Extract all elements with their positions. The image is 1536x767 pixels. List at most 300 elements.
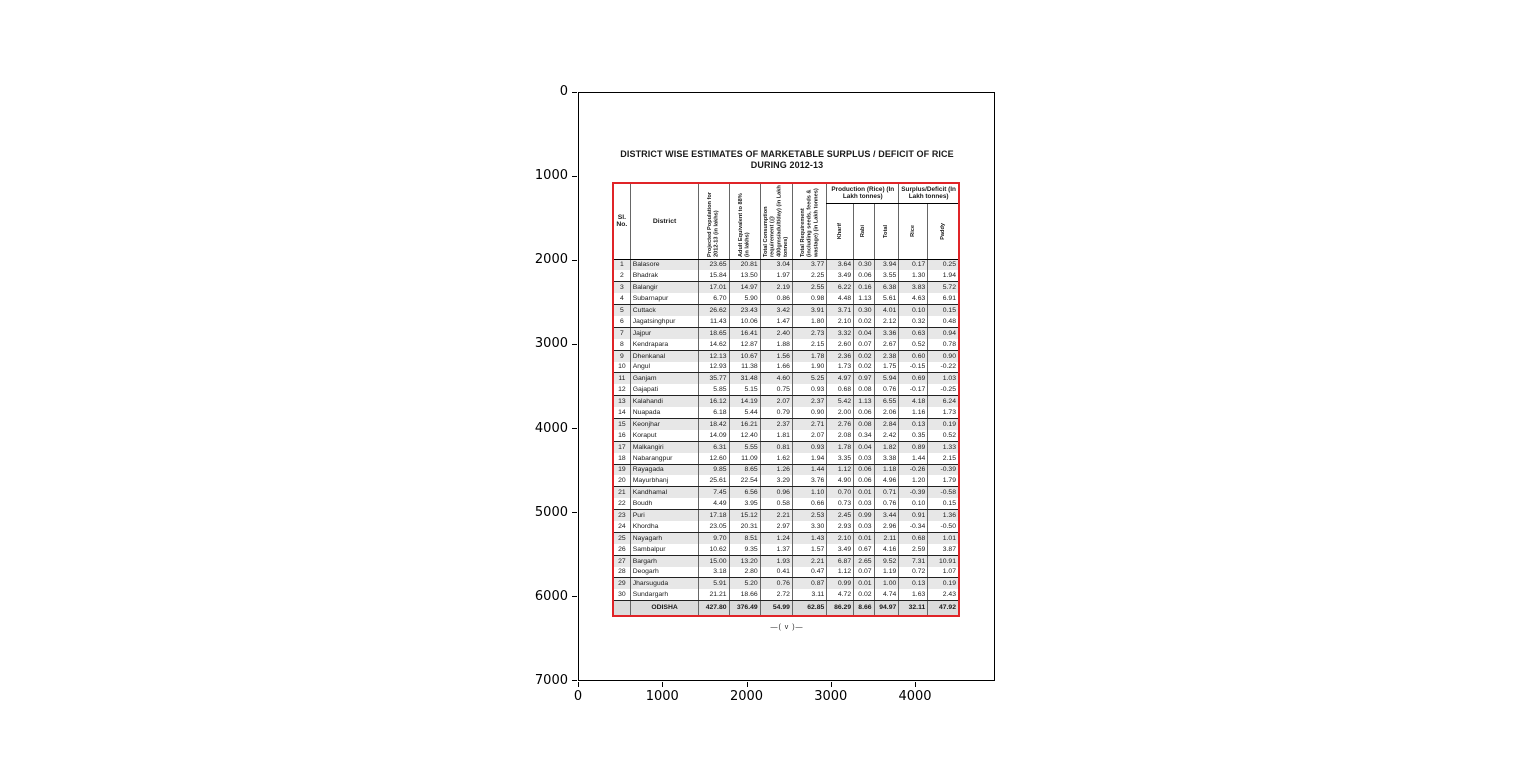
cell-value: 10.62 [699, 544, 729, 555]
cell-sl-no: 10 [613, 362, 630, 373]
cell-value: 427.80 [699, 601, 729, 616]
cell-value: 2.96 [874, 521, 899, 532]
cell-district: Khordha [630, 521, 699, 532]
cell-sl-no: 24 [613, 521, 630, 532]
cell-value: 2.71 [792, 418, 826, 429]
cell-value: 3.71 [827, 305, 854, 316]
y-tick-label: 7000 [534, 672, 568, 688]
cell-value: -0.50 [928, 521, 959, 532]
cell-value: 31.48 [729, 373, 760, 384]
y-tick-mark [572, 176, 577, 177]
cell-value: 6.38 [874, 282, 899, 293]
cell-sl-no: 3 [613, 282, 630, 293]
cell-value: 2.06 [874, 407, 899, 418]
cell-value: 3.83 [899, 282, 928, 293]
table-row [613, 453, 959, 464]
header-adult-equivalent: Adult Equivalent to 88% (in lakhs) [729, 183, 760, 259]
cell-value: 3.77 [792, 259, 826, 270]
cell-value: -0.25 [928, 384, 959, 395]
cell-value: 2.59 [899, 544, 928, 555]
table-row [613, 316, 959, 327]
cell-value: 0.78 [928, 339, 959, 350]
table-row [613, 498, 959, 509]
table-body [613, 259, 959, 616]
cell-value: 6.55 [874, 396, 899, 407]
cell-value: 1.07 [928, 567, 959, 578]
x-tick-mark [578, 682, 579, 687]
cell-value: 0.01 [854, 487, 874, 498]
cell-district: Kendrapara [630, 339, 699, 350]
y-tick-label: 2000 [534, 252, 568, 268]
cell-value: 9.52 [874, 555, 899, 566]
cell-value: 7.31 [899, 555, 928, 566]
header-rice: Rice [899, 203, 928, 259]
cell-sl-no: 22 [613, 498, 630, 509]
cell-value: 0.90 [928, 350, 959, 361]
cell-value: 35.77 [699, 373, 729, 384]
table-row [613, 567, 959, 578]
cell-value: 9.70 [699, 532, 729, 543]
cell-sl-no: 16 [613, 430, 630, 441]
cell-district: Kandhamal [630, 487, 699, 498]
cell-value: 15.84 [699, 270, 729, 281]
cell-sl-no: 25 [613, 532, 630, 543]
cell-value: 1.37 [760, 544, 792, 555]
table-row [613, 396, 959, 407]
cell-value: 2.37 [792, 396, 826, 407]
cell-value: 10.06 [729, 316, 760, 327]
cell-value: 4.01 [874, 305, 899, 316]
cell-value: 3.94 [874, 259, 899, 270]
cell-value: 94.97 [874, 601, 899, 616]
cell-district: Jharsuguda [630, 578, 699, 589]
cell-value: 0.69 [899, 373, 928, 384]
y-tick-mark [572, 512, 577, 513]
cell-value: 0.96 [760, 487, 792, 498]
cell-district: Deogarh [630, 567, 699, 578]
cell-value: 3.64 [827, 259, 854, 270]
cell-value: 1.10 [792, 487, 826, 498]
cell-value: 1.73 [827, 362, 854, 373]
x-tick-mark [831, 682, 832, 687]
cell-value: 0.02 [854, 350, 874, 361]
cell-value: 1.30 [899, 270, 928, 281]
cell-value: 1.44 [899, 453, 928, 464]
cell-district: ODISHA [630, 601, 699, 616]
cell-value: 4.49 [699, 498, 729, 509]
cell-sl-no: 9 [613, 350, 630, 361]
table-row [613, 259, 959, 270]
cell-value: 2.65 [854, 555, 874, 566]
cell-value: 1.75 [874, 362, 899, 373]
cell-value: -0.58 [928, 487, 959, 498]
cell-district: Bhadrak [630, 270, 699, 281]
cell-district: Boudh [630, 498, 699, 509]
cell-sl-no: 21 [613, 487, 630, 498]
cell-value: 0.25 [928, 259, 959, 270]
cell-value: 22.54 [729, 475, 760, 486]
y-tick-mark [572, 680, 577, 681]
cell-district: Dhenkanal [630, 350, 699, 361]
cell-value: 15.00 [699, 555, 729, 566]
cell-value: -0.34 [899, 521, 928, 532]
cell-value: 0.03 [854, 521, 874, 532]
cell-value: 3.29 [760, 475, 792, 486]
x-tick-mark [747, 682, 748, 687]
cell-value: 3.44 [874, 510, 899, 521]
cell-sl-no [613, 601, 630, 616]
cell-value: 8.66 [854, 601, 874, 616]
cell-value: 0.98 [792, 293, 826, 304]
cell-value: 3.55 [874, 270, 899, 281]
cell-value: 2.08 [827, 430, 854, 441]
cell-value: 5.25 [792, 373, 826, 384]
cell-district: Balasore [630, 259, 699, 270]
cell-value: 0.30 [854, 305, 874, 316]
cell-district: Ganjam [630, 373, 699, 384]
table-total-row [613, 601, 959, 616]
y-tick-mark [572, 344, 577, 345]
header-sl-no: Sl. No. [613, 183, 630, 259]
table-row [613, 350, 959, 361]
cell-district: Nayagarh [630, 532, 699, 543]
table-row [613, 282, 959, 293]
cell-value: 0.07 [854, 567, 874, 578]
cell-district: Rayagada [630, 464, 699, 475]
cell-value: 0.34 [854, 430, 874, 441]
cell-value: 32.11 [899, 601, 928, 616]
table-row [613, 521, 959, 532]
header-total-consumption: Total Consumption requirement (@ 400gms/adult/day) (in Lakh tonnes) [760, 183, 792, 259]
cell-value: 0.91 [899, 510, 928, 521]
cell-value: 10.91 [928, 555, 959, 566]
cell-district: Cuttack [630, 305, 699, 316]
cell-value: 23.43 [729, 305, 760, 316]
cell-value: 1.18 [874, 464, 899, 475]
y-tick-label: 0 [559, 84, 568, 99]
cell-district: Kalahandi [630, 396, 699, 407]
cell-value: 4.16 [874, 544, 899, 555]
y-tick-mark [572, 428, 577, 429]
cell-value: 1.81 [760, 430, 792, 441]
cell-value: 0.86 [760, 293, 792, 304]
cell-value: 0.67 [854, 544, 874, 555]
cell-value: 0.41 [760, 567, 792, 578]
cell-value: 4.96 [874, 475, 899, 486]
cell-value: 0.97 [854, 373, 874, 384]
cell-value: 6.56 [729, 487, 760, 498]
cell-sl-no: 26 [613, 544, 630, 555]
cell-value: 15.12 [729, 510, 760, 521]
cell-value: 1.12 [827, 567, 854, 578]
cell-value: 2.84 [874, 418, 899, 429]
header-total: Total [874, 203, 899, 259]
cell-value: 1.44 [792, 464, 826, 475]
cell-value: 0.02 [854, 362, 874, 373]
cell-district: Jajpur [630, 327, 699, 338]
cell-value: 23.05 [699, 521, 729, 532]
cell-value: 5.44 [729, 407, 760, 418]
cell-sl-no: 30 [613, 589, 630, 600]
table-row [613, 305, 959, 316]
cell-value: 0.76 [874, 498, 899, 509]
cell-district: Malkangiri [630, 441, 699, 452]
cell-sl-no: 14 [613, 407, 630, 418]
cell-value: 376.49 [729, 601, 760, 616]
cell-value: 1.01 [928, 532, 959, 543]
y-tick-mark [572, 260, 577, 261]
cell-value: 20.81 [729, 259, 760, 270]
cell-value: 1.12 [827, 464, 854, 475]
cell-value: 17.18 [699, 510, 729, 521]
surplus-deficit-table [612, 182, 960, 617]
table-row [613, 544, 959, 555]
cell-value: 0.71 [874, 487, 899, 498]
cell-sl-no: 20 [613, 475, 630, 486]
x-tick-mark [662, 682, 663, 687]
cell-value: 62.85 [792, 601, 826, 616]
cell-value: 4.60 [760, 373, 792, 384]
cell-district: Nabarangpur [630, 453, 699, 464]
cell-value: 0.01 [854, 532, 874, 543]
cell-value: 1.26 [760, 464, 792, 475]
cell-value: 5.91 [699, 578, 729, 589]
table-row [613, 418, 959, 429]
cell-value: 3.32 [827, 327, 854, 338]
cell-value: 2.45 [827, 510, 854, 521]
cell-value: 0.13 [899, 418, 928, 429]
cell-value: 0.07 [854, 339, 874, 350]
cell-value: 11.38 [729, 362, 760, 373]
cell-district: Koraput [630, 430, 699, 441]
cell-value: 0.70 [827, 487, 854, 498]
table-row [613, 589, 959, 600]
cell-sl-no: 19 [613, 464, 630, 475]
cell-value: 4.48 [827, 293, 854, 304]
cell-value: 0.15 [928, 305, 959, 316]
cell-value: 0.63 [899, 327, 928, 338]
cell-value: 2.10 [827, 316, 854, 327]
cell-value: 10.67 [729, 350, 760, 361]
cell-value: 8.65 [729, 464, 760, 475]
cell-value: 3.76 [792, 475, 826, 486]
cell-sl-no: 8 [613, 339, 630, 350]
cell-value: 2.15 [928, 453, 959, 464]
table-row [613, 532, 959, 543]
cell-value: 1.90 [792, 362, 826, 373]
cell-value: 0.10 [899, 498, 928, 509]
cell-district: Sambalpur [630, 544, 699, 555]
cell-value: 2.00 [827, 407, 854, 418]
cell-value: 4.74 [874, 589, 899, 600]
cell-value: 0.19 [928, 418, 959, 429]
cell-value: 2.93 [827, 521, 854, 532]
document-title [606, 149, 968, 170]
cell-value: 0.93 [792, 441, 826, 452]
cell-value: 2.37 [760, 418, 792, 429]
cell-value: 5.94 [874, 373, 899, 384]
cell-value: 5.85 [699, 384, 729, 395]
cell-value: 26.62 [699, 305, 729, 316]
cell-value: 0.06 [854, 464, 874, 475]
cell-value: 0.72 [899, 567, 928, 578]
cell-value: 5.55 [729, 441, 760, 452]
cell-value: 0.93 [792, 384, 826, 395]
cell-value: 0.94 [928, 327, 959, 338]
cell-value: 5.20 [729, 578, 760, 589]
cell-value: 16.12 [699, 396, 729, 407]
cell-value: 0.90 [792, 407, 826, 418]
cell-value: 0.35 [899, 430, 928, 441]
cell-value: 47.92 [928, 601, 959, 616]
cell-value: 0.02 [854, 589, 874, 600]
table-row [613, 555, 959, 566]
cell-value: 0.13 [899, 578, 928, 589]
cell-value: 1.80 [792, 316, 826, 327]
cell-value: 12.40 [729, 430, 760, 441]
cell-sl-no: 27 [613, 555, 630, 566]
cell-value: 86.29 [827, 601, 854, 616]
x-tick-label: 1000 [645, 689, 679, 704]
document-title-line1: DISTRICT WISE ESTIMATES OF MARKETABLE SURPLUS / DEFICIT OF RICE [620, 149, 954, 159]
cell-value: 0.19 [928, 578, 959, 589]
table-row [613, 270, 959, 281]
cell-value: 0.99 [854, 510, 874, 521]
cell-value: 18.65 [699, 327, 729, 338]
cell-district: Keonjhar [630, 418, 699, 429]
y-tick-label: 5000 [534, 504, 568, 520]
cell-value: 6.24 [928, 396, 959, 407]
table-row [613, 384, 959, 395]
cell-value: 1.78 [792, 350, 826, 361]
cell-value: 2.73 [792, 327, 826, 338]
cell-value: 2.25 [792, 270, 826, 281]
cell-value: 3.49 [827, 544, 854, 555]
cell-value: 18.66 [729, 589, 760, 600]
cell-value: -0.39 [899, 487, 928, 498]
cell-value: 0.15 [928, 498, 959, 509]
cell-value: 0.89 [899, 441, 928, 452]
cell-value: 1.63 [899, 589, 928, 600]
cell-value: 20.31 [729, 521, 760, 532]
cell-value: 0.87 [792, 578, 826, 589]
header-projected-population: Projected Population for 2012-13 (in lakhs) [699, 183, 729, 259]
cell-value: 5.72 [928, 282, 959, 293]
cell-sl-no: 2 [613, 270, 630, 281]
cell-value: 1.78 [827, 441, 854, 452]
cell-sl-no: 11 [613, 373, 630, 384]
cell-sl-no: 29 [613, 578, 630, 589]
cell-value: 17.01 [699, 282, 729, 293]
cell-value: 2.21 [792, 555, 826, 566]
cell-value: 11.43 [699, 316, 729, 327]
cell-value: 4.63 [899, 293, 928, 304]
cell-value: 5.90 [729, 293, 760, 304]
cell-value: 0.79 [760, 407, 792, 418]
x-tick-label: 4000 [898, 689, 932, 704]
cell-value: 1.24 [760, 532, 792, 543]
cell-value: 0.32 [899, 316, 928, 327]
cell-value: 1.62 [760, 453, 792, 464]
cell-value: 2.07 [760, 396, 792, 407]
cell-value: 1.73 [928, 407, 959, 418]
cell-district: Nuapada [630, 407, 699, 418]
cell-value: 5.15 [729, 384, 760, 395]
cell-value: 1.47 [760, 316, 792, 327]
cell-value: 4.18 [899, 396, 928, 407]
cell-value: 1.82 [874, 441, 899, 452]
x-tick-label: 0 [573, 689, 583, 704]
cell-value: 3.87 [928, 544, 959, 555]
cell-value: 0.04 [854, 327, 874, 338]
cell-value: 0.75 [760, 384, 792, 395]
cell-district: Gajapati [630, 384, 699, 395]
header-total-requirement: Total Requirement (including seeds, feeds & wastage) (in Lakh tonnes) [792, 183, 826, 259]
cell-district: Bargarh [630, 555, 699, 566]
cell-sl-no: 12 [613, 384, 630, 395]
cell-sl-no: 28 [613, 567, 630, 578]
cell-value: 2.07 [792, 430, 826, 441]
document-title-line2: DURING 2012-13 [750, 159, 824, 170]
cell-sl-no: 1 [613, 259, 630, 270]
cell-value: 0.06 [854, 475, 874, 486]
cell-value: 1.43 [792, 532, 826, 543]
table-row [613, 293, 959, 304]
cell-sl-no: 13 [613, 396, 630, 407]
cell-value: 3.91 [792, 305, 826, 316]
cell-value: 2.97 [760, 521, 792, 532]
cell-value: 1.00 [874, 578, 899, 589]
cell-value: 2.38 [874, 350, 899, 361]
cell-value: 1.93 [760, 555, 792, 566]
cell-value: 7.45 [699, 487, 729, 498]
cell-value: 1.94 [928, 270, 959, 281]
cell-value: 1.33 [928, 441, 959, 452]
cell-sl-no: 6 [613, 316, 630, 327]
cell-value: -0.39 [928, 464, 959, 475]
cell-value: -0.17 [899, 384, 928, 395]
cell-value: 0.66 [792, 498, 826, 509]
cell-value: 0.60 [899, 350, 928, 361]
y-tick-mark [572, 92, 577, 93]
cell-value: 11.09 [729, 453, 760, 464]
cell-value: 0.47 [792, 567, 826, 578]
cell-value: 6.87 [827, 555, 854, 566]
cell-sl-no: 7 [613, 327, 630, 338]
cell-value: 1.97 [760, 270, 792, 281]
table-row [613, 362, 959, 373]
cell-district: Mayurbhanj [630, 475, 699, 486]
cell-value: 0.03 [854, 453, 874, 464]
y-tick-mark [572, 596, 577, 597]
cell-value: 4.90 [827, 475, 854, 486]
cell-value: 5.42 [827, 396, 854, 407]
y-tick-label: 3000 [534, 336, 568, 352]
cell-value: 6.18 [699, 407, 729, 418]
cell-value: 2.76 [827, 418, 854, 429]
cell-value: 2.10 [827, 532, 854, 543]
cell-value: 2.80 [729, 567, 760, 578]
cell-value: 14.97 [729, 282, 760, 293]
table-row [613, 407, 959, 418]
page-footer-mark: —( v )— [770, 624, 804, 631]
cell-value: 2.67 [874, 339, 899, 350]
cell-district: Jagatsinghpur [630, 316, 699, 327]
table-row [613, 464, 959, 475]
cell-value: 2.60 [827, 339, 854, 350]
cell-value: -0.15 [899, 362, 928, 373]
table-row [613, 487, 959, 498]
